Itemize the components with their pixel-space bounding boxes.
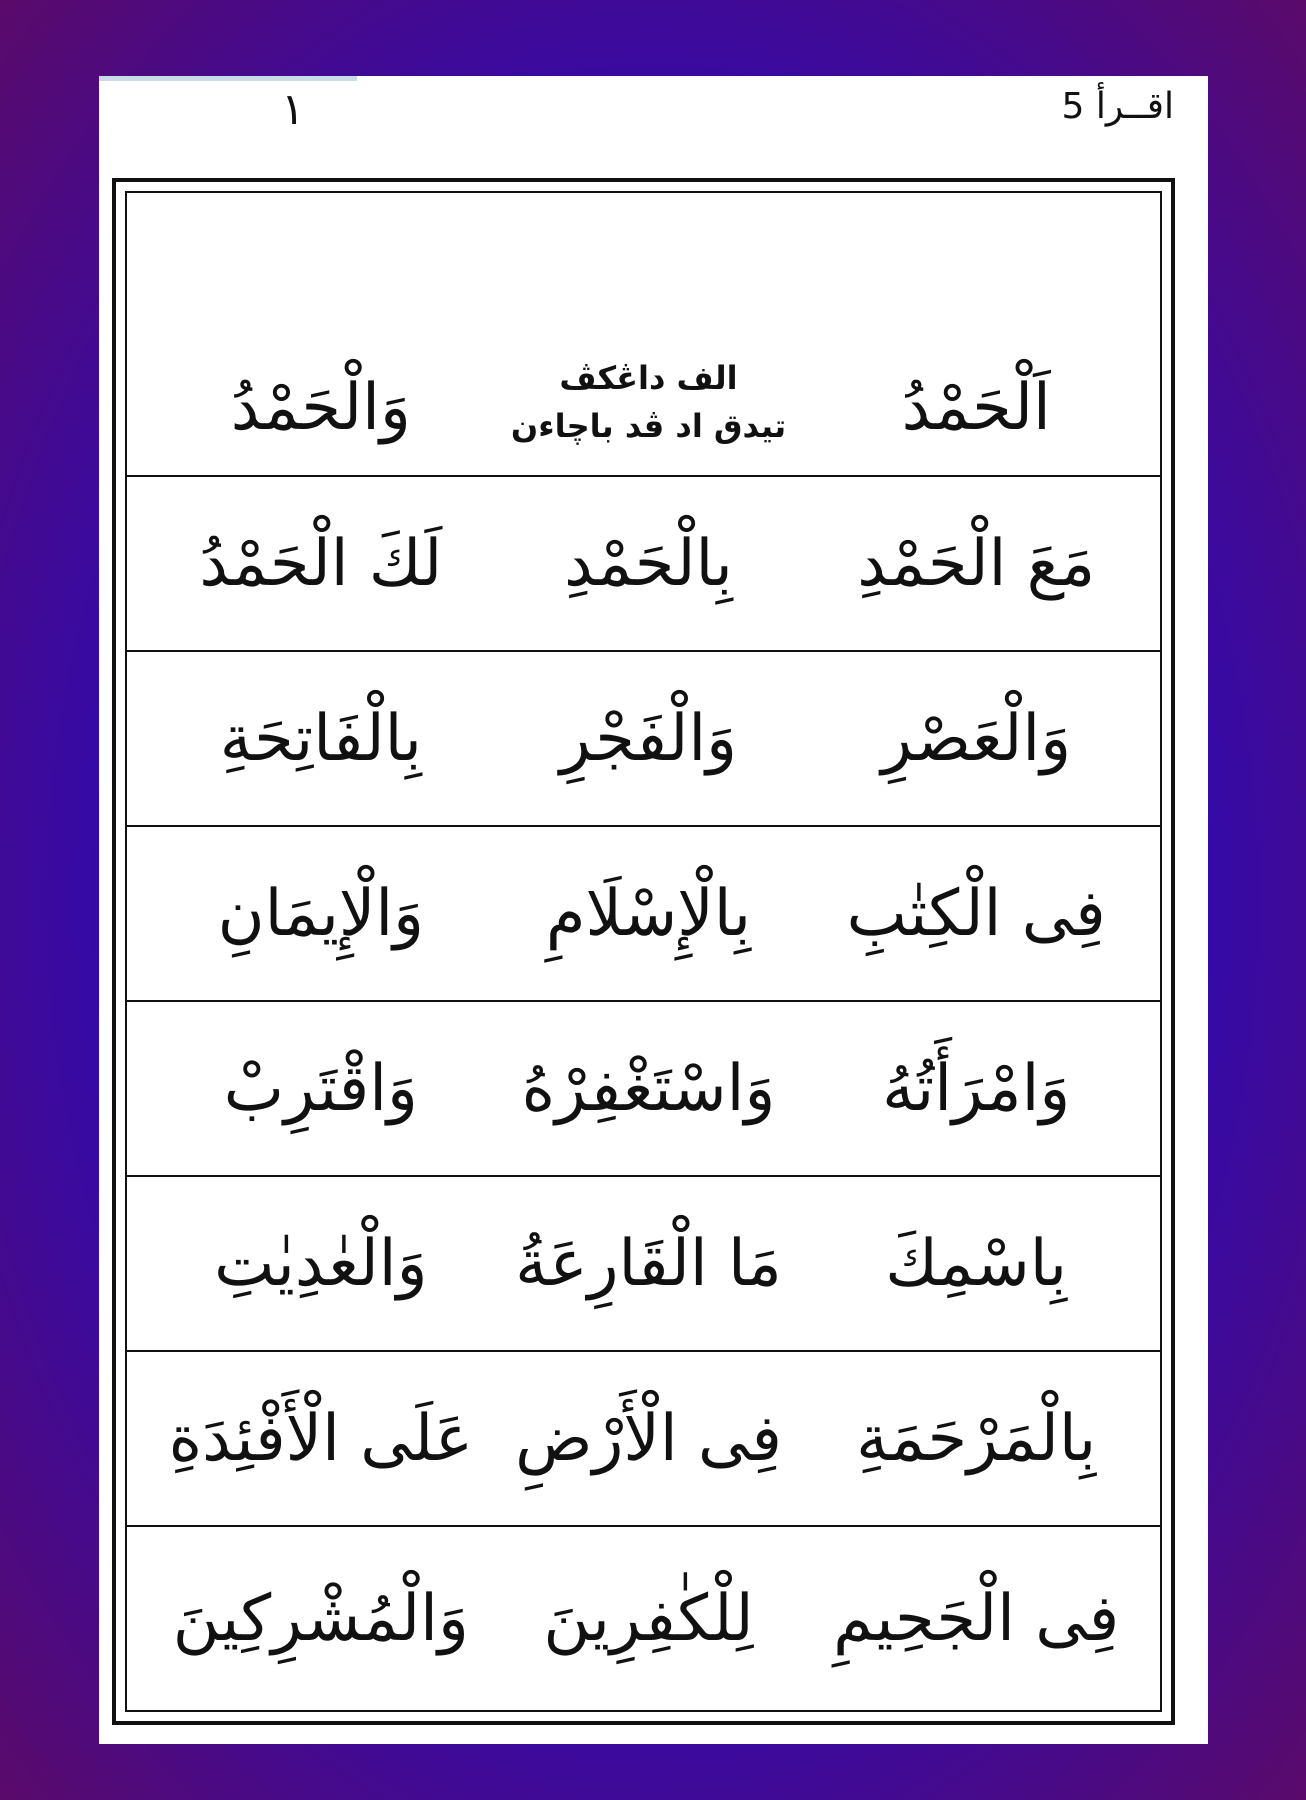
word-cell: عَلَى الْأَفْئِدَةِ <box>168 1401 473 1476</box>
word-row <box>127 1525 1160 1710</box>
word-cell: وَالْحَمْدُ <box>230 371 411 445</box>
word-cell: وَاسْتَغْفِرْهُ <box>521 1051 776 1126</box>
note-line: الف داڠكڤ <box>559 359 738 397</box>
word-cell: وَالْمُشْرِكِينَ <box>172 1581 469 1656</box>
word-cell: بِاسْمِكَ <box>885 1226 1068 1301</box>
word-cell: وَالْفَجْرِ <box>559 701 738 776</box>
word-cell: وَالْعٰدِيٰتِ <box>214 1226 428 1301</box>
word-cell: فِى الْكِتٰبِ <box>846 876 1106 951</box>
word-row <box>127 650 1160 825</box>
word-cell: بِالْحَمْدِ <box>564 526 733 601</box>
note-line: تيدق اد ڤد باچاءن <box>510 407 787 445</box>
word-cell: وَالْإِيمَانِ <box>217 876 425 951</box>
word-row <box>127 1175 1160 1350</box>
word-cell: لِلْكٰفِرِينَ <box>543 1581 754 1656</box>
word-row <box>127 475 1160 650</box>
word-cell: بِالْمَرْحَمَةِ <box>856 1401 1097 1476</box>
book-page <box>99 76 1208 1744</box>
outer-frame <box>112 178 1175 1725</box>
word-cell: مَعَ الْحَمْدِ <box>857 526 1096 601</box>
word-cell: وَاقْتَرِبْ <box>223 1051 418 1126</box>
word-cell: مَا الْقَارِعَةُ <box>515 1226 782 1301</box>
reading-note <box>485 359 813 445</box>
word-cell: بِالْإِسْلَامِ <box>545 876 752 951</box>
word-cell: بِالْفَاتِحَةِ <box>219 701 422 776</box>
word-row <box>127 1000 1160 1175</box>
word-cell: لَكَ الْحَمْدُ <box>199 526 443 601</box>
word-cell: وَالْعَصْرِ <box>881 701 1072 776</box>
word-row <box>127 825 1160 1000</box>
word-cell: فِى الْجَحِيمِ <box>833 1581 1120 1656</box>
book-title: اقــرأ 5 <box>1061 86 1174 127</box>
page-number: ١ <box>281 84 305 135</box>
word-cell: فِى الْأَرْضِ <box>515 1401 782 1476</box>
inner-frame <box>125 191 1162 1712</box>
corner-mark <box>99 76 357 81</box>
word-row <box>127 193 1160 475</box>
word-row <box>127 1350 1160 1525</box>
word-cell: اَلْحَمْدُ <box>901 371 1051 445</box>
word-cell: وَامْرَأَتُهُ <box>882 1051 1071 1126</box>
